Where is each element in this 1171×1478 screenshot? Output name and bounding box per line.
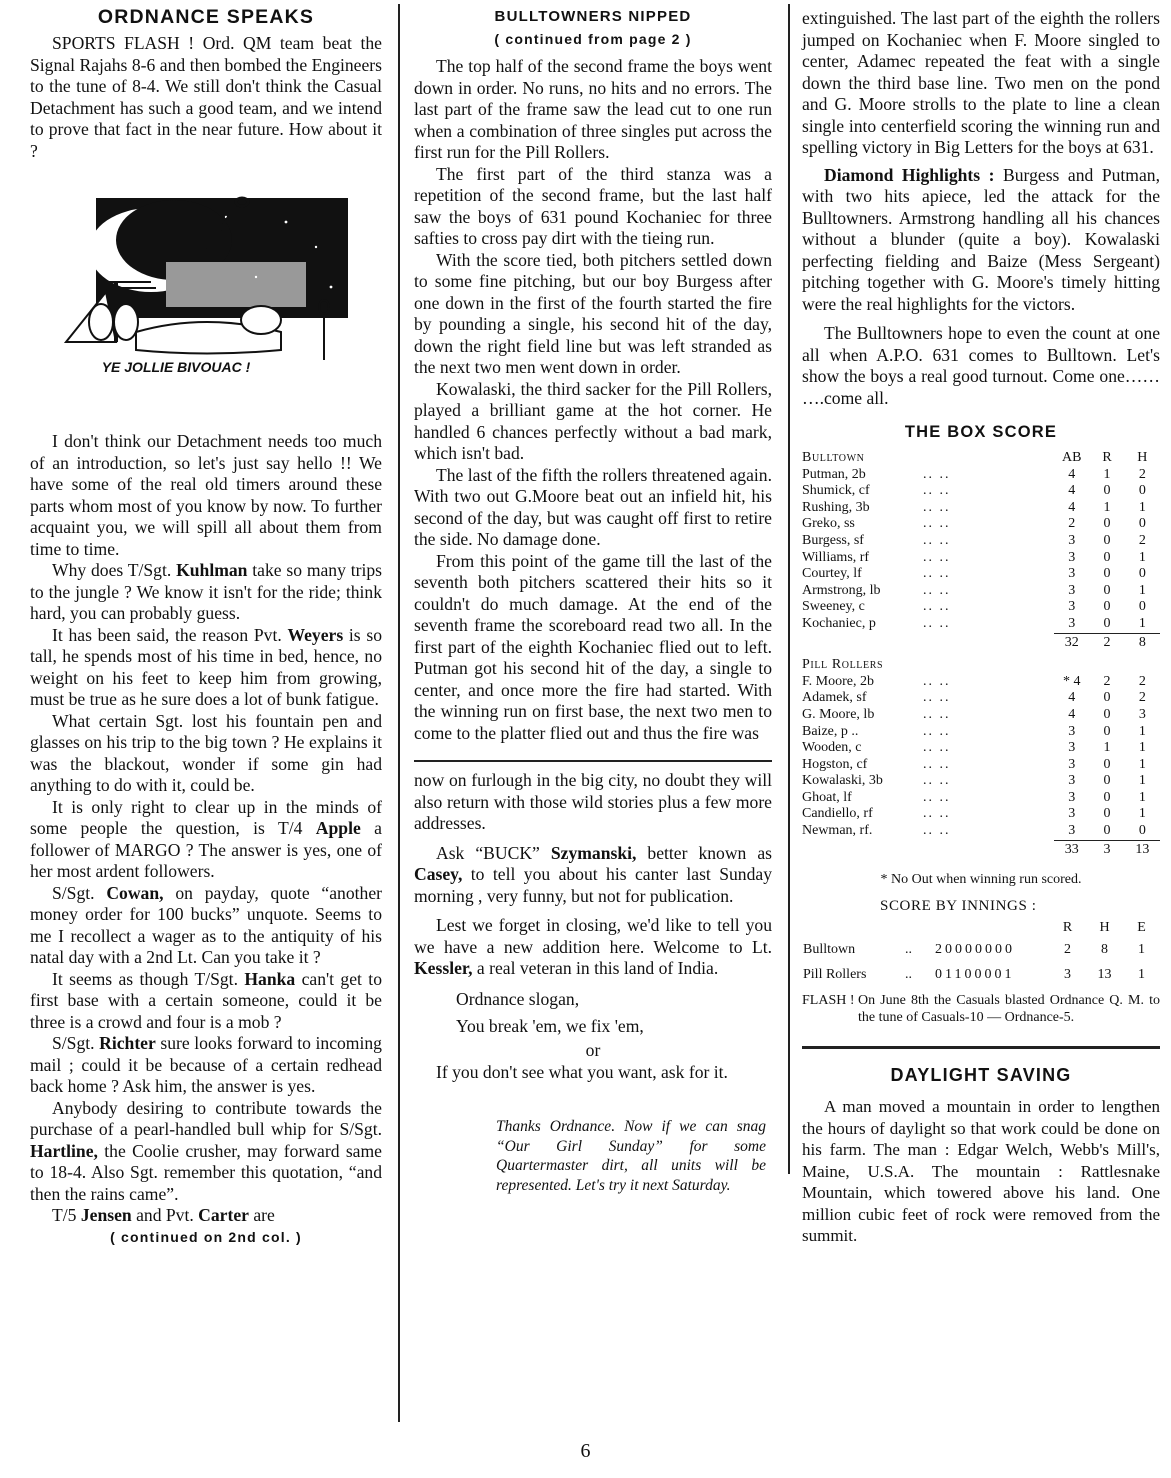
editor-signoff: Thanks Ordnance. Now if we can snag “Our Girl Sunday” for some Quartermaster dirt, all units will be represented. Let's try it next Saturday. [496, 1118, 766, 1194]
at-bats: 3 [1068, 740, 1076, 756]
box-score-table [802, 450, 1160, 864]
at-bats: 3 [1068, 615, 1076, 631]
runs: 0 [1103, 756, 1111, 772]
spacer [802, 919, 1049, 937]
player-name: Baize, p .. [802, 723, 859, 739]
innings-row [802, 962, 1160, 987]
hits: 0 [1138, 599, 1146, 615]
paragraph: extinguished. The last part of the eighth the rollers jumped on Kochaniec when F. Moore singled to center, Adamec repeated the feat with a single down the third base line. Two men on the pond and G. Moore strolls to the plate to line a clean single into centerfield scoring the winning run and spelling victory in Big Letters for the boys at 631. [802, 8, 1160, 157]
at-bats: 3 [1068, 582, 1076, 598]
spacer [802, 840, 923, 858]
total-row [802, 840, 1160, 858]
at-bats: 2 [1068, 516, 1076, 532]
hits: 1 [1138, 756, 1146, 772]
team-name: Pill Rollers [803, 967, 867, 983]
at-bats: 3 [1068, 823, 1076, 839]
player-name: Candiello, rf [802, 806, 873, 822]
leader-dots: .. .. [923, 806, 951, 822]
name: Hartline, [30, 1140, 98, 1161]
runs: 0 [1103, 582, 1111, 598]
column-header [1054, 657, 1089, 674]
paragraph: Why does T/Sgt. Kuhlman take so many trips to the jungle ? We know it isn't for the ride; think hard, you can probably guess. [30, 560, 382, 623]
name: Weyers [287, 624, 344, 645]
paragraph: Diamond Highlights : Burgess and Putman, with two hits apiece, led the attack for the Bulltowners. Armstrong handling all his chances without a blunder (quite a boy). Kowalaski perfecting fielding and Baize (Mess Sergeant) pitching together with G. Moore's timely hitting were the real highlights for the victors. [802, 164, 1160, 314]
table-row [802, 724, 1160, 741]
leader-dots: .. .. [923, 566, 951, 582]
total-at-bats: 33 [1054, 840, 1089, 858]
hits: 0 [1138, 483, 1146, 499]
hits: 1 [1138, 615, 1146, 631]
leader-dots: .. .. [923, 483, 951, 499]
at-bats: * 4 [1062, 673, 1081, 689]
table-row [802, 790, 1160, 807]
innings-table [802, 919, 1160, 987]
leader-dots: .. .. [923, 789, 951, 805]
at-bats: 3 [1068, 773, 1076, 789]
column-header [1125, 657, 1160, 674]
table-row [802, 483, 1160, 500]
hits: 13 [1097, 967, 1112, 983]
innings-title: SCORE BY INNINGS : [880, 898, 1037, 915]
player-name: Adamek, sf [802, 690, 867, 706]
name: Kuhlman [176, 560, 248, 580]
paragraph: Lest we forget in closing, we'd like to tell you we have a new addition here. Welcome to Lt. Kessler, a real veteran in this land of India. [414, 915, 772, 978]
hits: 1 [1138, 740, 1146, 756]
table-row [802, 550, 1160, 567]
runs: 0 [1103, 723, 1111, 739]
total-at-bats: 32 [1054, 633, 1089, 651]
runs: 0 [1103, 706, 1111, 722]
player-name: Rushing, 3b [802, 499, 870, 515]
runs: 1 [1103, 466, 1111, 482]
column-divider [398, 4, 400, 1422]
name: Jensen [80, 1205, 132, 1225]
total-runs: 3 [1089, 840, 1124, 858]
player-name: Armstrong, lb [802, 582, 881, 598]
paragraph: From this point of the game till the last of the seventh both pitchers scattered their hits so it couldn't do much damage. At the end of the seventh frame the scoreboard read two all. In the first part of the eighth Kochaniec flied out to left. Putman got his second hit of the day, a single to center, and once more the fire had started. With the winning run on first base, the next two men to come to the platter flied out and thus the fire was [414, 550, 772, 743]
column-header [1089, 657, 1124, 674]
at-bats: 3 [1068, 756, 1076, 772]
table-row [802, 467, 1160, 484]
table-row [802, 566, 1160, 583]
paragraph: now on furlough in the big city, no doubt they will also return with those wild stories plus a few more addresses. [414, 770, 772, 833]
player-name: Putman, 2b [802, 466, 866, 482]
player-name: G. Moore, lb [802, 706, 875, 722]
runs: 0 [1103, 549, 1111, 565]
hits: 3 [1138, 706, 1146, 722]
leader-dots: .. .. [923, 690, 951, 706]
runs: 0 [1103, 566, 1111, 582]
paragraph: SPORTS FLASH ! Ord. QM team beat the Signal Rajahs 8-6 and then bombed the Engineers to the tune of 8-4. We still don't think the Casual Detachment has such a good team, and we intend to prove that fact in the near future. How about it ? [30, 33, 382, 161]
hits: 8 [1101, 942, 1108, 958]
innings-row [802, 937, 1160, 962]
hits: 0 [1138, 566, 1146, 582]
hits: 1 [1138, 773, 1146, 789]
paragraph: The last of the fifth the rollers threatened again. With two out G.Moore beat out an infield hit, his second of the day, but was caught off first to retire the side. No damage done. [414, 464, 772, 549]
player-name: Williams, rf [802, 549, 870, 565]
table-row [802, 707, 1160, 724]
hits: 2 [1138, 466, 1146, 482]
total-runs: 2 [1089, 633, 1124, 651]
name: Cowan, [106, 882, 164, 903]
name: Szymanski, [550, 842, 637, 863]
player-name: Newman, rf. [802, 823, 873, 839]
divider [802, 1046, 1160, 1049]
footnote: * No Out when winning run scored. [880, 872, 1082, 888]
table-row [802, 500, 1160, 517]
box-score-title: THE BOX SCORE [904, 423, 1058, 441]
slogan-line: Ordnance slogan, [456, 988, 580, 1009]
flash-text: On June 8th the Casuals blasted Ordnance Q. M. to the tune of Casuals-10 — Ordnance-5. [858, 993, 1160, 1025]
flash-note [802, 993, 1160, 1026]
at-bats: 4 [1068, 483, 1076, 499]
leader-dots: .. .. [923, 516, 951, 532]
player-name: Hogston, cf [802, 756, 868, 772]
table-row [802, 516, 1160, 533]
runs: 2 [1103, 673, 1111, 689]
flash-label: FLASH ! [802, 993, 855, 1009]
total-hits: 8 [1125, 633, 1160, 651]
leader-dots: .. .. [923, 823, 951, 839]
hits: 1 [1138, 499, 1146, 515]
player-name: Wooden, c [802, 740, 862, 756]
paragraph: Ask “BUCK” Szymanski, better known as Casey, to tell you about his canter last Sunday morning , very funny, but not for publication. [414, 842, 773, 906]
leader-dots: .. .. [923, 773, 951, 789]
at-bats: 3 [1068, 789, 1076, 805]
spacer-row [802, 858, 1160, 864]
paragraph: What certain Sgt. lost his fountain pen and glasses on his trip to the big town ? He explains it was the blackout, wonder if some gin had anything to do with it, could be. [30, 710, 382, 795]
runs: 0 [1103, 806, 1111, 822]
name: Casey, [414, 864, 463, 884]
name: Kessler, [414, 958, 473, 978]
at-bats: 4 [1068, 466, 1076, 482]
table-row [802, 599, 1160, 616]
hits: 0 [1138, 516, 1146, 532]
total-hits: 13 [1125, 840, 1160, 858]
paragraph: It seems as though T/Sgt. Hanka can't get to first base with a certain someone, could it be three is a crowd and four is a mob ? [30, 968, 382, 1032]
runs: 0 [1103, 773, 1111, 789]
paragraph: It is only right to clear up in the minds of some people the question, is T/4 Apple a follower of MARGO ? The answer is yes, one of her most ardent followers. [30, 796, 382, 881]
at-bats: 3 [1068, 549, 1076, 565]
innings-header-row [802, 919, 1160, 937]
leader-dots: .. .. [923, 673, 951, 689]
paragraph: The Bulltowners hope to even the count at one all when A.P.O. 631 comes to Bulltown. Let's show the boys a real good turnout. Come one…… ….come all. [802, 323, 1160, 408]
leader-dots: .. .. [923, 532, 951, 548]
runs: 0 [1103, 532, 1111, 548]
hits: 2 [1138, 532, 1146, 548]
inning-line: 01100001 [935, 967, 1015, 983]
hits: 2 [1138, 690, 1146, 706]
leader-dots: .. .. [923, 616, 951, 632]
paragraph: The top half of the second frame the boys went down in order. No runs, no hits and no errors. The last part of the frame saw the lead cut to one run when a combination of three singles put across the first run for the Pill Rollers. [414, 56, 772, 162]
hits: 1 [1138, 582, 1146, 598]
column-header: R [1062, 920, 1073, 936]
total-row [802, 633, 1160, 651]
hits: 1 [1138, 789, 1146, 805]
ordnance-speaks-column [30, 0, 382, 1245]
at-bats: 4 [1068, 690, 1076, 706]
slogan-line: You break 'em, we fix 'em, [456, 1015, 644, 1036]
slogan-or: or [585, 1039, 601, 1060]
paragraph: Anybody desiring to contribute towards the purchase of a pearl-handled bull whip for S/Sgt. Hartline, the Coolie crusher, may forward same to 18-4. Also Sgt. remember this quotation, “and then the rains came”. [30, 1097, 382, 1204]
name: Carter [198, 1205, 249, 1225]
leader-dots: .. .. [923, 599, 951, 615]
hits: 1 [1138, 806, 1146, 822]
team-header-row [802, 657, 1160, 674]
divider [414, 760, 772, 762]
player-name: Kowalaski, 3b [802, 773, 883, 789]
paragraph: It has been said, the reason Pvt. Weyers is so tall, he spends most of his time in bed, hence, no weight on his feet to keep him from growing, must be true as he sure does a lot of bunk fatigue. [30, 624, 382, 709]
at-bats: 3 [1068, 532, 1076, 548]
hits: 1 [1138, 723, 1146, 739]
team-name: Bulltown [802, 450, 865, 465]
runs: 0 [1103, 690, 1111, 706]
team-header-row [802, 450, 1160, 467]
at-bats: 3 [1068, 723, 1076, 739]
column-header: H [1137, 450, 1148, 465]
runs: 0 [1103, 823, 1111, 839]
player-name: F. Moore, 2b [802, 673, 874, 689]
runs: 0 [1103, 483, 1111, 499]
runs: 1 [1103, 740, 1111, 756]
paragraph: S/Sgt. Richter sure looks forward to incoming mail ; could it be because of a certain redhead back home ? Ask him, the answer is yes. [30, 1033, 382, 1096]
paragraph: Kowalaski, the third sacker for the Pill Rollers, played a brilliant game at the hot corner. He handled 6 chances perfectly without a bad mark, which isn't bad. [414, 378, 772, 463]
player-name: Burgess, sf [802, 532, 864, 548]
paragraph: S/Sgt. Cowan, on payday, quote “another money order for 100 bucks” unquote. Seems to me I recollect a wager as to the antiquity of his natal day with a 2nd Lt. Can you take it ? [30, 882, 382, 967]
at-bats: 4 [1068, 706, 1076, 722]
paragraph: The first part of the third stanza was a repetition of the second frame, but the last half saw the boys of 631 pound Kochaniec for three safties to cross pay dirt with the tieing run. [414, 163, 772, 248]
player-name: Ghoat, lf [802, 789, 852, 805]
spacer [923, 633, 1054, 651]
player-name: Courtey, lf [802, 566, 862, 582]
inning-line: 20000000 [935, 942, 1015, 958]
spacer [923, 840, 1054, 858]
leader-dots: .. [905, 967, 912, 983]
table-row [802, 823, 1160, 840]
leader-dots: .. [905, 942, 912, 958]
table-row [802, 740, 1160, 757]
leader-dots: .. .. [923, 499, 951, 515]
at-bats: 4 [1068, 499, 1076, 515]
runs: 0 [1103, 516, 1111, 532]
article-subtitle: ( continued from page 2 ) [494, 31, 692, 47]
runs: 2 [1064, 942, 1071, 958]
runs: 0 [1103, 615, 1111, 631]
at-bats: 3 [1068, 806, 1076, 822]
table-row [802, 806, 1160, 823]
cartoon-caption: YE JOLLIE BIVOUAC ! [101, 359, 251, 375]
table-row [802, 773, 1160, 790]
table-row [802, 757, 1160, 774]
article-title: BULLTOWNERS NIPPED [494, 8, 692, 25]
box-score-column [802, 0, 1160, 1247]
hits: 2 [1138, 673, 1146, 689]
team-name: Pill Rollers [802, 657, 884, 673]
runs: 1 [1103, 499, 1111, 515]
name: Apple [315, 818, 361, 838]
table-row [802, 583, 1160, 600]
table-row [802, 674, 1160, 691]
leader-dots: .. .. [923, 723, 951, 739]
leader-dots: .. .. [923, 740, 951, 756]
team-name: Bulltown [803, 942, 856, 958]
errors: 1 [1138, 942, 1145, 958]
paragraph: T/5 Jensen and Pvt. Carter are [52, 1205, 275, 1225]
paragraph: A man moved a mountain in order to lengthen the hours of daylight so that work could be done on his farm. The man : Edgar Welch, Webb's Mill's, Maine, U.S.A. The mountain : Rattlesnake Mountain, which towered above his land. One million cubic feet of rock were removed from the summit. [802, 1097, 1160, 1246]
runs: 0 [1103, 789, 1111, 805]
leader-dots: .. .. [923, 549, 951, 565]
player-name: Greko, ss [802, 516, 855, 532]
bulltowners-column [414, 0, 772, 1195]
name: Richter [99, 1033, 156, 1053]
page-number: 6 [580, 1440, 591, 1462]
article-title: ORDNANCE SPEAKS [97, 6, 315, 28]
player-name: Shumick, cf [802, 483, 870, 499]
highlights-label: Diamond Highlights : [824, 164, 995, 185]
leader-dots: .. .. [923, 466, 951, 482]
name: Hanka [244, 968, 296, 989]
article-title: DAYLIGHT SAVING [890, 1065, 1072, 1086]
runs: 0 [1103, 599, 1111, 615]
hits: 1 [1138, 549, 1146, 565]
errors: 1 [1138, 967, 1145, 983]
column-header: E [1137, 920, 1146, 936]
column-header: R [1102, 450, 1112, 465]
at-bats: 3 [1068, 566, 1076, 582]
runs: 3 [1064, 967, 1071, 983]
player-name: Kochaniec, p [802, 616, 876, 632]
leader-dots: .. .. [923, 706, 951, 722]
column-header: AB [1062, 450, 1082, 465]
player-name: Sweeney, c [802, 599, 865, 615]
slogan-line: If you don't see what you want, ask for it. [436, 1061, 728, 1082]
leader-dots: .. .. [923, 756, 951, 772]
table-row [802, 690, 1160, 707]
table-row [802, 616, 1160, 633]
column-divider [788, 4, 790, 1174]
spacer [802, 633, 923, 651]
table-row [802, 533, 1160, 550]
bivouac-cartoon [56, 192, 356, 377]
at-bats: 3 [1068, 599, 1076, 615]
column-header: H [1099, 920, 1110, 936]
paragraph: With the score tied, both pitchers settled down to some fine pitching, but our boy Burgess after one down in the first of the fourth started the fire by pounding a single, his second hit of the day, down the right field line but was left stranded as the next two men went down in order. [414, 249, 772, 377]
leader-dots: .. .. [923, 582, 951, 598]
continued-note: ( continued on 2nd col. ) [110, 1228, 302, 1245]
paragraph: I don't think our Detachment needs too much of an introduction, so let's just say hello !! We have some of the real old timers around these parts whom most of you know by now. To further acquaint you, we will spill all about them from time to time. [30, 431, 382, 559]
hits: 0 [1138, 823, 1146, 839]
